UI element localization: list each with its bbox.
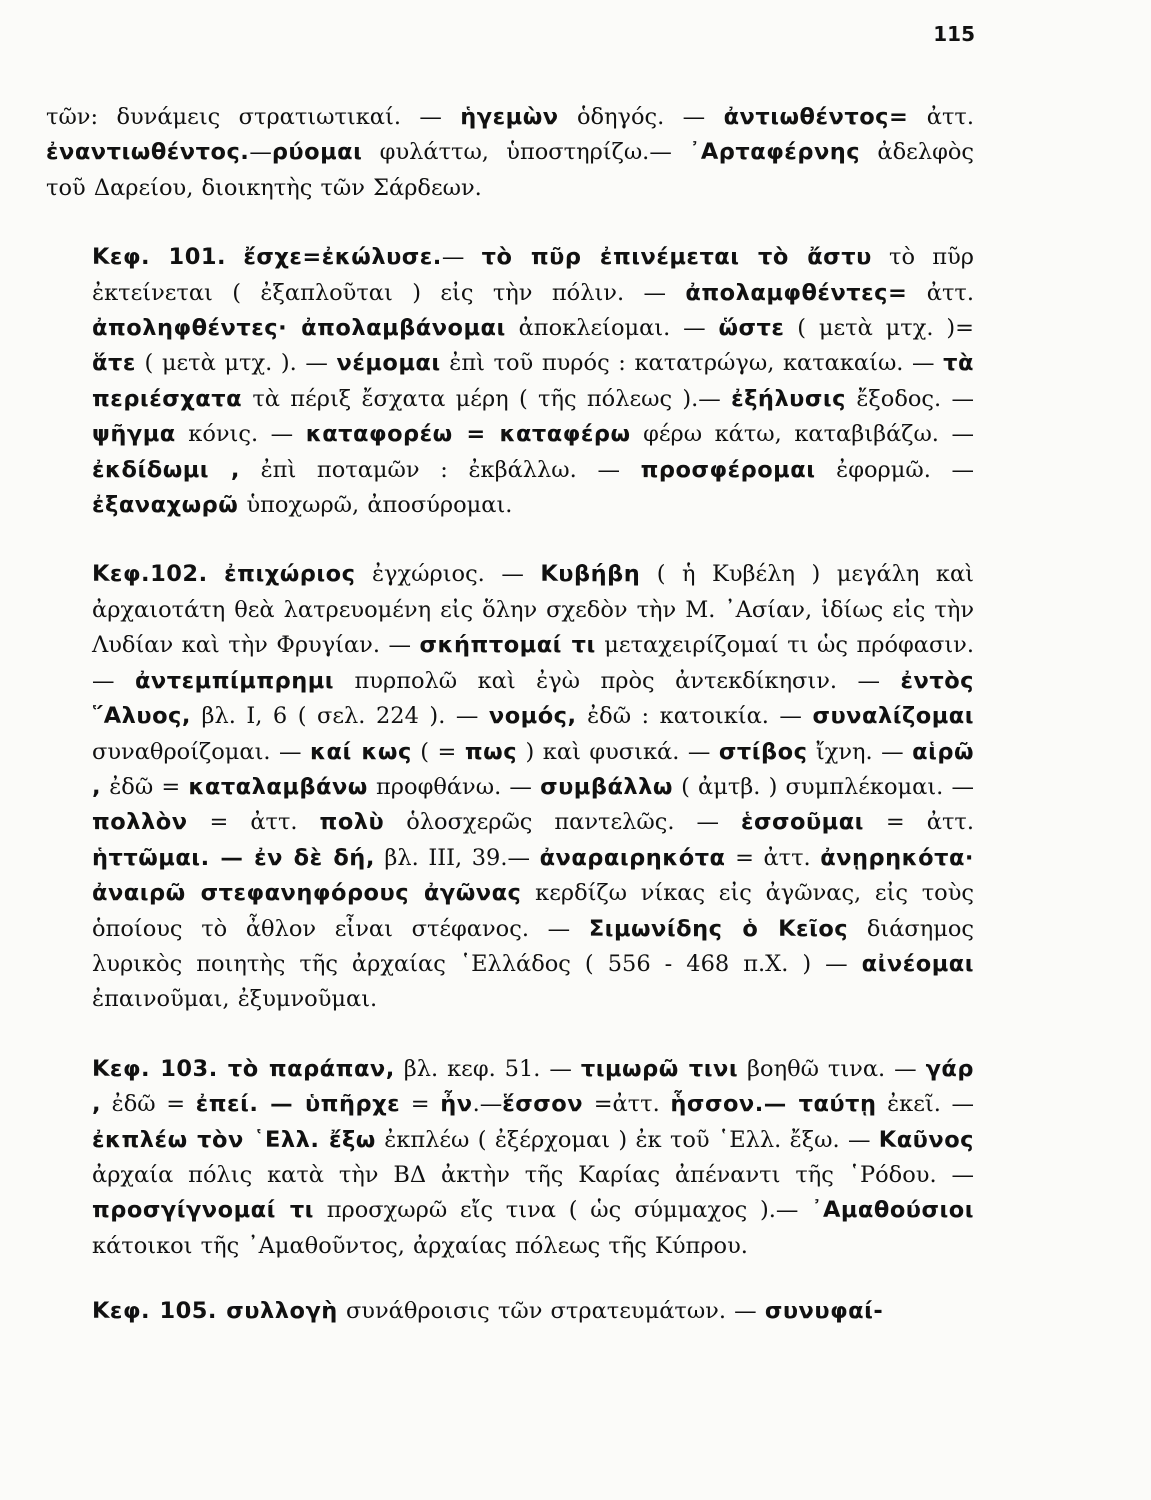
headword: Κεφ. 101. (92, 244, 227, 271)
gloss-text: βλ. ΙΙΙ, 39.— (374, 844, 540, 871)
gloss-text: κόνις. — (175, 421, 306, 448)
headword: νέμομαι (336, 350, 441, 377)
headword: ρύομαι (271, 139, 363, 166)
page-number: 115 (933, 22, 975, 46)
page-body (46, 100, 974, 1330)
headword: τιμωρῶ τινι (580, 1055, 739, 1082)
gloss-text: ἐγχώριος. — (355, 561, 541, 588)
headword: ἔσχε=ἐκώλυσε. (243, 244, 442, 271)
paragraph-kef-105 (92, 1294, 974, 1329)
headword: γάρ , (92, 1055, 974, 1118)
gloss-text: ἐδῶ = (101, 773, 189, 800)
gloss-text: προφθάνω. — (367, 773, 541, 800)
headword: ἐπιχώριος (224, 561, 356, 588)
paragraph-kef-101 (92, 240, 974, 523)
headword: ἐπεί. — ὑπῆρχε (195, 1091, 401, 1118)
gloss-text: ἔξοδος. — (846, 385, 974, 412)
gloss-text: ἐπὶ τοῦ πυρός : κατατρώγω, κατακαίω. — (440, 350, 944, 377)
gloss-text: ( μετὰ μτχ. )= (784, 315, 974, 342)
headword: ὥστε (718, 315, 785, 342)
headword: συναλίζομαι (812, 703, 974, 730)
headword: Κεφ.102. (92, 561, 208, 588)
gloss-text: — (441, 244, 482, 271)
gloss-text: =ἀττ. (583, 1091, 671, 1118)
gloss-text: πυρπολῶ καὶ ἐγὼ πρὸς ἀντεκδίκησιν. — (334, 667, 901, 694)
headword: ἀποληφθέντες· ἀπολαμβάνομαι (92, 315, 506, 342)
gloss-text: φέρω κάτω, καταβιβάζω. — (630, 421, 974, 448)
headword: Σιμωνίδης ὁ Κεῖος (588, 915, 849, 942)
gloss-text: τῶν: δυνάμεις στρατιωτικαί. — (46, 104, 461, 130)
headword: πολλὸν (92, 809, 188, 836)
headword: ἀπολαμφθέντες= (685, 279, 908, 306)
headword: ᾿Αρταφέρνης (689, 139, 861, 166)
gloss-text: ἀποκλείομαι. — (505, 315, 719, 342)
headword: τὸ πῦρ ἐπινέμεται τὸ ἄστυ (481, 244, 872, 271)
gloss-text: διάσημος λυρικὸς ποιητὴς τῆς ἀρχαίας ῾Ελλάδος ( 556 - 468 π.Χ. ) — (92, 915, 974, 977)
gloss-text: ἴχνη. — (807, 738, 913, 765)
headword: πολὺ (319, 809, 385, 836)
paragraph-intro (46, 100, 974, 206)
headword: καί κως (310, 738, 412, 765)
headword: ἀντεμπίμπρημι (134, 667, 335, 694)
paragraph-kef-103 (92, 1052, 974, 1264)
gloss-text: ἀδελφὸς τοῦ Δαρείου, διοικητὴς τῶν Σάρδεων. (46, 139, 974, 201)
headword: ἀντιωθέντος= (723, 104, 909, 130)
gloss-text: — (249, 139, 272, 166)
gloss-text: ἀρχαία πόλις κατὰ τὴν ΒΔ ἀκτὴν τῆς Καρίας ἀπέναντι τῆς ῾Ρόδου. — (92, 1161, 974, 1188)
gloss-text: ἐκεῖ. — (876, 1091, 974, 1118)
headword: ἕσσον (502, 1091, 584, 1118)
headword: προσφέρομαι (640, 456, 816, 483)
paragraph-gap (46, 1264, 974, 1294)
gloss-text: ( ἡ Κυβέλη ) μεγάλη καὶ ἀρχαιοτάτη θεὰ λατρευομένη εἰς ὅλην σχεδὸν τὴν Μ. ᾿Ασίαν, ἰδίως εἰς τὴν Λυδίαν καὶ τὴν Φρυγίαν. — (92, 561, 974, 659)
headword: Κεφ. 105. συλλογὴ (92, 1298, 338, 1325)
gloss-text: συναθροίζομαι. — (92, 738, 311, 765)
gloss-text: τὸ πῦρ ἐκτείνεται ( ἐξαπλοῦται ) εἰς τὴν πόλιν. — (92, 244, 974, 306)
paragraph-gap (46, 206, 974, 240)
headword: ἀναραιρηκότα (539, 844, 726, 871)
gloss-text: ἀττ. (907, 279, 974, 306)
gloss-text: ἐφορμῶ. — (815, 456, 974, 483)
gloss-text: ἀττ. (908, 104, 974, 130)
headword: καταφορέω = καταφέρω (305, 421, 631, 448)
gloss-text: ἐδῶ = (101, 1091, 196, 1118)
headword: ἑσσοῦμαι (740, 809, 864, 836)
headword: ἧσσον.— ταύτῃ (670, 1091, 877, 1118)
gloss-text: = ἀττ. (187, 809, 320, 836)
gloss-text: συνάθροισις τῶν στρατευμάτων. — (337, 1298, 765, 1325)
headword: αἱρῶ , (92, 738, 975, 800)
gloss-text: ( ἀμτβ. ) συμπλέκομαι. — (672, 773, 974, 800)
gloss-text: ἐπὶ ποταμῶν : ἐκβάλλω. — (239, 456, 641, 483)
gloss-text: ( μετὰ μτχ. ). — (135, 350, 337, 377)
gloss-text: ἐδῶ : κατοικία. — (576, 703, 813, 730)
paragraph-kef-102 (92, 557, 974, 1017)
gloss-text (208, 561, 225, 587)
headword: Κεφ. 103. τὸ παράπαν, (92, 1055, 395, 1082)
paragraph-gap (46, 1018, 974, 1052)
headword: συμβάλλω (540, 773, 673, 800)
headword: ἦν (440, 1091, 473, 1118)
headword: ἐκπλέω τὸν ῾Ελλ. ἔξω (92, 1126, 376, 1153)
headword: αἰνέομαι (861, 950, 974, 977)
headword: νομός, (488, 703, 577, 730)
headword: τὰ περιέσχατα (92, 350, 974, 412)
gloss-text: ) καὶ φυσικά. — (517, 738, 719, 765)
headword: ἐκδίδωμι , (92, 456, 240, 483)
headword: ἐξαναχωρῶ (92, 492, 239, 519)
gloss-text: ἐπαινοῦμαι, ἐξυμνοῦμαι. (92, 986, 378, 1013)
headword: ἀνῃρηκότα· ἀναιρῶ στεφανηφόρους ἀγῶνας (92, 844, 974, 907)
headword: ἐναντιωθέντος. (46, 139, 250, 166)
gloss-text: βλ. κεφ. 51. — (394, 1055, 581, 1082)
headword: στίβος (718, 738, 808, 765)
gloss-text: = ἀττ. (725, 844, 821, 871)
headword: πως (464, 738, 518, 765)
paragraph-gap (46, 523, 974, 557)
gloss-text: ὁλοσχερῶς παντελῶς. — (384, 809, 741, 836)
gloss-text: προσχωρῶ εἴς τινα ( ὡς σύμμαχος ).— (313, 1197, 812, 1224)
headword: συνυφαί- (764, 1298, 884, 1325)
headword: ἡγεμὼν (460, 104, 559, 130)
gloss-text: κάτοικοι τῆς ᾿Αμαθοῦντος, ἀρχαίας πόλεως τῆς Κύπρου. (92, 1232, 748, 1259)
gloss-text: ( = (411, 738, 465, 765)
headword: ψῆγμα (92, 421, 176, 448)
gloss-text: = ἀττ. (863, 809, 974, 836)
gloss-text: τὰ πέριξ ἔσχατα μέρη ( τῆς πόλεως ).— (242, 385, 732, 412)
gloss-text: βοηθῶ τινα. — (738, 1055, 926, 1082)
headword: Καῦνος (878, 1126, 974, 1153)
headword: καταλαμβάνω (188, 773, 368, 800)
headword: σκήπτομαί τι (419, 632, 596, 659)
headword: ἅτε (92, 350, 136, 377)
headword: Κυβήβη (540, 561, 641, 588)
gloss-text: .— (472, 1091, 503, 1118)
headword: ἐξήλυσις (731, 385, 847, 412)
gloss-text (226, 244, 243, 270)
gloss-text: ἐκπλέω ( ἐξέρχομαι ) ἐκ τοῦ ῾Ελλ. ἔξω. — (375, 1126, 879, 1153)
gloss-text: = (400, 1091, 441, 1118)
headword: ἡττῶμαι. — ἐν δὲ δή, (92, 844, 375, 871)
gloss-text: ὑποχωρῶ, ἀποσύρομαι. (238, 492, 513, 519)
headword: ᾿Αμαθούσιοι (811, 1197, 974, 1224)
gloss-text: φυλάττω, ὑποστηρίζω.— (362, 139, 690, 166)
gloss-text: βλ. Ι, 6 ( σελ. 224 ). — (190, 703, 489, 730)
gloss-text: ὁδηγός. — (558, 104, 724, 130)
headword: προσγίγνομαί τι (92, 1197, 314, 1224)
headword: ἐντὸς ῞Αλυος, (92, 667, 974, 730)
gloss-text: μεταχειρίζομαί τι ὡς πρόφασιν. — (92, 632, 975, 694)
gloss-text: κερδίζω νίκας εἰς ἀγῶνας, εἰς τοὺς ὁποίους τὸ ἆθλον εἶναι στέφανος. — (92, 880, 974, 942)
